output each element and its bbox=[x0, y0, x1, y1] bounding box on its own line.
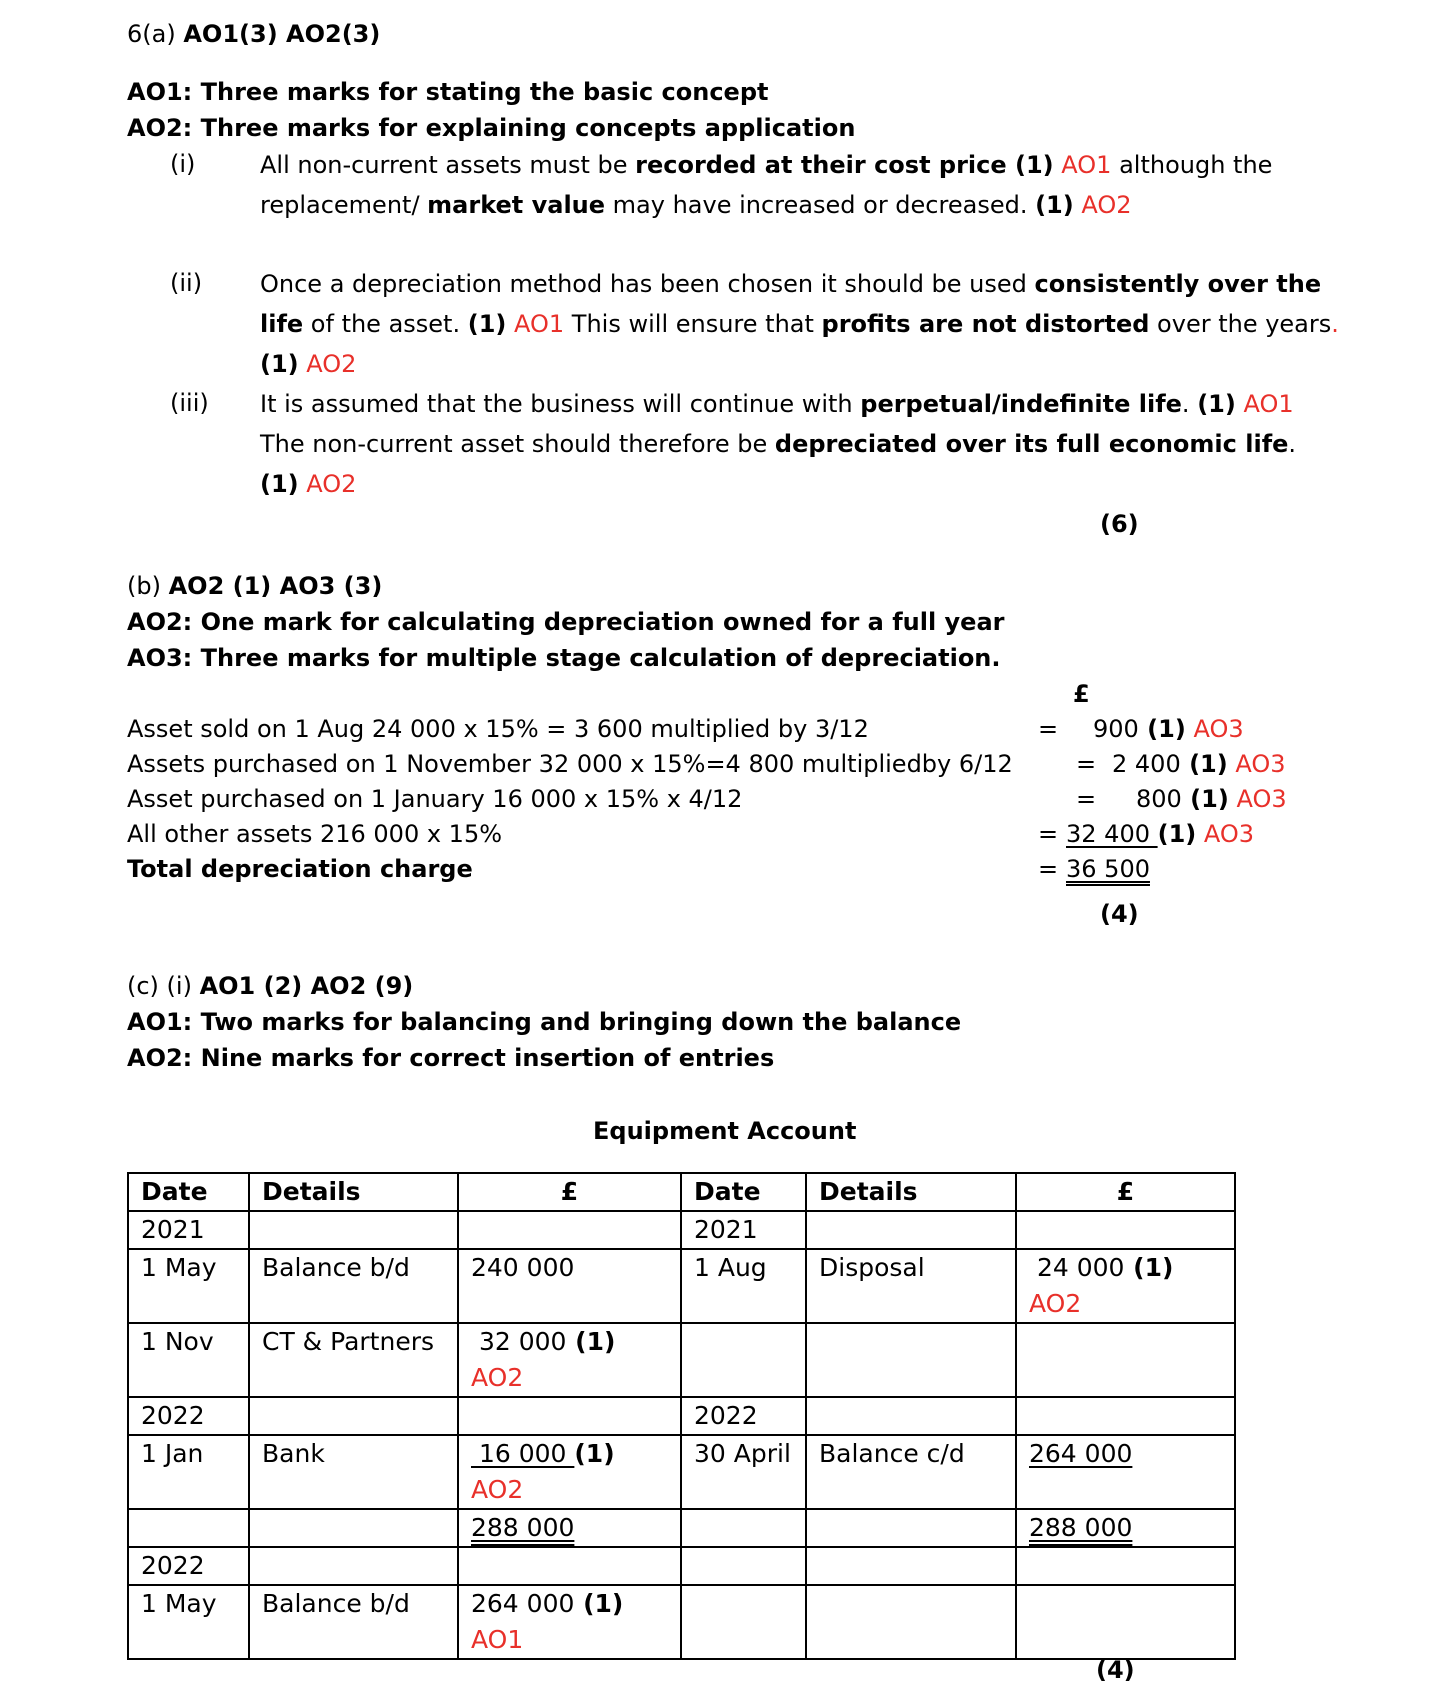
text-segment: (1) bbox=[260, 470, 299, 498]
text-segment: perpetual/indefinite life bbox=[860, 390, 1182, 418]
credit-details: Disposal bbox=[806, 1249, 1016, 1323]
ledger-row bbox=[128, 1509, 1235, 1547]
credit-date bbox=[681, 1585, 806, 1659]
debit-date: 1 Nov bbox=[128, 1323, 249, 1397]
debit-date: 2022 bbox=[128, 1397, 249, 1435]
ao-tag: AO2 bbox=[471, 1363, 524, 1392]
debit-date: 1 May bbox=[128, 1585, 249, 1659]
part-a-criterion-ao1: AO1: Three marks for stating the basic concept bbox=[127, 78, 769, 106]
debit-amount bbox=[458, 1249, 681, 1323]
text-segment: All non-current assets must be bbox=[260, 151, 636, 179]
ao-tag: AO3 bbox=[1227, 750, 1286, 778]
credit-amount bbox=[1016, 1397, 1235, 1435]
debit-details bbox=[249, 1547, 458, 1585]
credit-amount bbox=[1016, 1435, 1235, 1509]
header-dr-details: Details bbox=[249, 1173, 458, 1211]
debit-date: 1 Jan bbox=[128, 1435, 249, 1509]
part-b-total-marks: (4) bbox=[1100, 900, 1139, 928]
header-cr-details: Details bbox=[806, 1173, 1016, 1211]
calc-row-description: All other assets 216 000 x 15% bbox=[127, 820, 503, 848]
ao-tag: AO2 bbox=[471, 1475, 524, 1504]
credit-date bbox=[681, 1547, 806, 1585]
part-c-total-marks: (4) bbox=[1096, 1656, 1135, 1684]
calc-row-value bbox=[1066, 851, 1150, 887]
text-segment: recorded at their cost price (1) bbox=[635, 151, 1054, 179]
debit-details: Balance b/d bbox=[249, 1585, 458, 1659]
debit-date bbox=[128, 1509, 249, 1547]
item-label-i: (i) bbox=[170, 150, 196, 178]
ao-tag: AO2 bbox=[1029, 1289, 1082, 1318]
part-a-criterion-ao2: AO2: Three marks for explaining concepts application bbox=[127, 114, 856, 142]
credit-details bbox=[806, 1509, 1016, 1547]
item-label-ii: (ii) bbox=[170, 269, 203, 297]
ledger-header-row bbox=[128, 1173, 1235, 1211]
calc-row-value bbox=[1112, 746, 1286, 782]
ledger-row bbox=[128, 1323, 1235, 1397]
calc-row-value bbox=[1136, 781, 1287, 817]
ledger-row bbox=[128, 1397, 1235, 1435]
debit-details: Balance b/d bbox=[249, 1249, 458, 1323]
part-c-heading: (c) (i) AO1 (2) AO2 (9) bbox=[127, 972, 414, 1000]
calc-amount: 2 400 bbox=[1112, 750, 1181, 778]
equipment-account-table bbox=[127, 1172, 1236, 1660]
mark-count: (1) bbox=[574, 1439, 615, 1468]
part-c-criterion-ao1: AO1: Two marks for balancing and bringing down the balance bbox=[127, 1008, 962, 1036]
credit-details: Balance c/d bbox=[806, 1435, 1016, 1509]
item-label-iii: (iii) bbox=[170, 389, 209, 417]
amount-value: 288 000 bbox=[471, 1513, 575, 1542]
calc-row-equals: = bbox=[1038, 715, 1059, 743]
debit-amount bbox=[458, 1435, 681, 1509]
text-segment: profits are not distorted bbox=[821, 310, 1150, 338]
ao-tag: AO1 bbox=[1053, 151, 1112, 179]
credit-amount bbox=[1016, 1323, 1235, 1397]
account-title: Equipment Account bbox=[593, 1117, 857, 1145]
calc-amount: 900 bbox=[1093, 715, 1139, 743]
debit-amount bbox=[458, 1585, 681, 1659]
debit-details: Bank bbox=[249, 1435, 458, 1509]
calc-row-equals: = bbox=[1076, 750, 1097, 778]
text-segment: This will ensure that bbox=[564, 310, 822, 338]
text-segment: (1) bbox=[1035, 191, 1074, 219]
text-segment: . bbox=[1181, 390, 1198, 418]
mark-count: (1) bbox=[1157, 820, 1197, 848]
part-c-criterion-ao2: AO2: Nine marks for correct insertion of entries bbox=[127, 1044, 775, 1072]
item-text-i bbox=[260, 145, 1340, 225]
ao-tag: AO1 bbox=[1235, 390, 1294, 418]
part-b-currency-header: £ bbox=[1073, 680, 1090, 708]
calc-amount: 36 500 bbox=[1066, 855, 1150, 883]
part-b-heading: (b) AO2 (1) AO3 (3) bbox=[127, 572, 383, 600]
debit-amount bbox=[458, 1323, 681, 1397]
credit-date: 1 Aug bbox=[681, 1249, 806, 1323]
debit-date: 2021 bbox=[128, 1211, 249, 1249]
text-segment: consistently over the life bbox=[260, 270, 1322, 338]
amount-value: 240 000 bbox=[471, 1253, 575, 1282]
debit-details: CT & Partners bbox=[249, 1323, 458, 1397]
ao-tag: AO2 bbox=[298, 350, 357, 378]
credit-details bbox=[806, 1547, 1016, 1585]
calc-row-description: Asset purchased on 1 January 16 000 x 15% x 4/12 bbox=[127, 785, 743, 813]
header-cr-amount: £ bbox=[1016, 1173, 1235, 1211]
credit-amount bbox=[1016, 1509, 1235, 1547]
credit-details bbox=[806, 1323, 1016, 1397]
item-text-ii bbox=[260, 264, 1340, 384]
part-a-total-marks: (6) bbox=[1100, 510, 1139, 538]
text-segment: Once a depreciation method has been chosen it should be used bbox=[260, 270, 1035, 298]
mark-count: (1) bbox=[574, 1589, 624, 1618]
ao-tag: AO3 bbox=[1228, 785, 1287, 813]
mark-count: (1) bbox=[1180, 750, 1228, 778]
debit-details bbox=[249, 1211, 458, 1249]
calc-row-description: Asset sold on 1 Aug 24 000 x 15% = 3 600 multiplied by 3/12 bbox=[127, 715, 869, 743]
credit-date bbox=[681, 1509, 806, 1547]
debit-amount bbox=[458, 1211, 681, 1249]
mark-count: (1) bbox=[566, 1327, 616, 1356]
text-segment: over the years bbox=[1149, 310, 1332, 338]
ao-tag: AO2 bbox=[1073, 191, 1132, 219]
text-segment: (1) bbox=[1197, 390, 1236, 418]
credit-details bbox=[806, 1211, 1016, 1249]
amount-value: 32 000 bbox=[471, 1327, 567, 1356]
ledger-row bbox=[128, 1249, 1235, 1323]
debit-date: 2022 bbox=[128, 1547, 249, 1585]
header-cr-date: Date bbox=[681, 1173, 806, 1211]
item-text-iii bbox=[260, 384, 1340, 504]
part-a-heading: 6(a) AO1(3) AO2(3) bbox=[127, 20, 381, 48]
debit-details bbox=[249, 1509, 458, 1547]
text-segment: (1) bbox=[467, 310, 507, 338]
text-segment: It is assumed that the business will continue with bbox=[260, 390, 861, 418]
amount-value: 16 000 bbox=[471, 1439, 575, 1468]
part-b-criterion-ao3: AO3: Three marks for multiple stage calculation of depreciation. bbox=[127, 644, 1001, 672]
ledger-row bbox=[128, 1211, 1235, 1249]
header-dr-date: Date bbox=[128, 1173, 249, 1211]
credit-details bbox=[806, 1397, 1016, 1435]
debit-date: 1 May bbox=[128, 1249, 249, 1323]
calc-row-value bbox=[1093, 711, 1244, 747]
credit-date bbox=[681, 1323, 806, 1397]
credit-amount bbox=[1016, 1547, 1235, 1585]
calc-amount: 800 bbox=[1136, 785, 1182, 813]
ao-tag: AO1 bbox=[506, 310, 565, 338]
debit-amount bbox=[458, 1397, 681, 1435]
text-segment: although the replacement/ bbox=[260, 151, 1273, 219]
ledger-row bbox=[128, 1585, 1235, 1659]
debit-details bbox=[249, 1397, 458, 1435]
credit-amount bbox=[1016, 1249, 1235, 1323]
calc-row-description: Assets purchased on 1 November 32 000 x 15%=4 800 multipliedby 6/12 bbox=[127, 750, 1013, 778]
ao-tag: AO2 bbox=[298, 470, 357, 498]
ledger-row bbox=[128, 1435, 1235, 1509]
credit-date: 30 April bbox=[681, 1435, 806, 1509]
amount-value: 264 000 bbox=[1029, 1439, 1133, 1468]
calc-row-equals: = bbox=[1076, 785, 1097, 813]
ao-tag: AO3 bbox=[1196, 820, 1255, 848]
text-segment: depreciated over its full economic life bbox=[774, 430, 1289, 458]
text-segment: (1) bbox=[260, 350, 299, 378]
mark-count: (1) bbox=[1181, 785, 1229, 813]
ao-tag: . bbox=[1331, 310, 1339, 338]
ao-tag: AO1 bbox=[471, 1625, 524, 1654]
part-b-criterion-ao2: AO2: One mark for calculating depreciation owned for a full year bbox=[127, 608, 1005, 636]
credit-amount bbox=[1016, 1211, 1235, 1249]
credit-details bbox=[806, 1585, 1016, 1659]
amount-value: 288 000 bbox=[1029, 1513, 1133, 1542]
text-segment: The non-current asset should therefore be bbox=[260, 430, 775, 458]
ledger-row bbox=[128, 1547, 1235, 1585]
debit-amount bbox=[458, 1509, 681, 1547]
header-dr-amount: £ bbox=[458, 1173, 681, 1211]
credit-amount bbox=[1016, 1585, 1235, 1659]
text-segment: . bbox=[1288, 430, 1297, 458]
credit-date: 2022 bbox=[681, 1397, 806, 1435]
calc-row-equals: = bbox=[1038, 855, 1059, 883]
debit-amount bbox=[458, 1547, 681, 1585]
ao-tag: AO3 bbox=[1185, 715, 1244, 743]
amount-value: 264 000 bbox=[471, 1589, 575, 1618]
text-segment: may have increased or decreased. bbox=[605, 191, 1036, 219]
calc-amount: 32 400 bbox=[1066, 820, 1158, 848]
calc-row-value bbox=[1066, 816, 1254, 852]
calc-row-description: Total depreciation charge bbox=[127, 855, 473, 883]
calc-row-equals: = bbox=[1038, 820, 1059, 848]
credit-date: 2021 bbox=[681, 1211, 806, 1249]
text-segment: market value bbox=[427, 191, 606, 219]
mark-count: (1) bbox=[1138, 715, 1186, 743]
mark-count: (1) bbox=[1124, 1253, 1174, 1282]
text-segment: of the asset. bbox=[303, 310, 468, 338]
amount-value: 24 000 bbox=[1029, 1253, 1125, 1282]
